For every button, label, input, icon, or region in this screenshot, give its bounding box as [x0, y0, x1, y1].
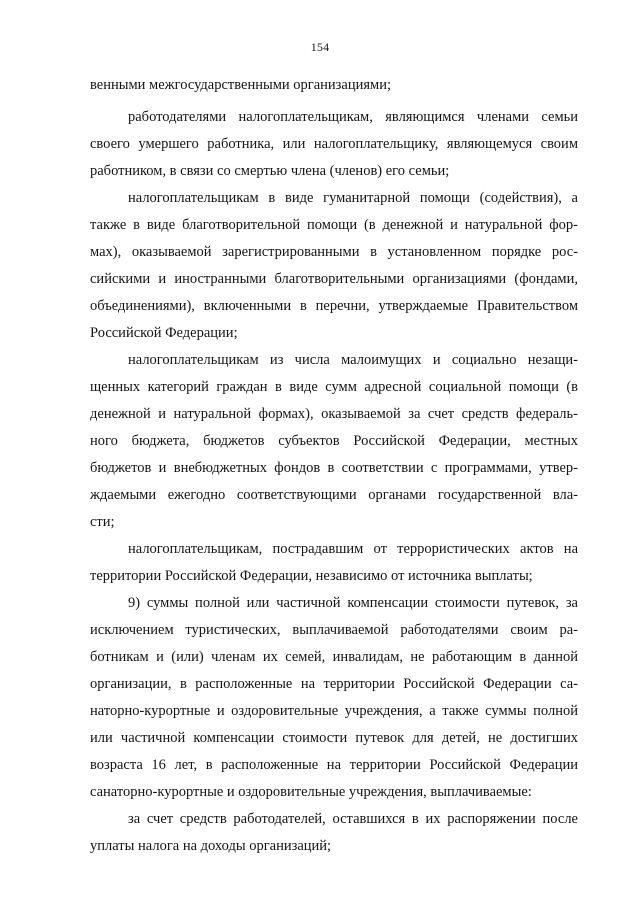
text-line: возраста 16 лет, в расположенные на территории Российской Федерации [90, 757, 578, 773]
text-line: работодателями налогоплательщикам, являющимся членами семьи [128, 109, 578, 125]
text-line: налогоплательщикам, пострадавшим от террористических актов на [128, 541, 578, 557]
text-line: 9) суммы полной или частичной компенсации стоимости путевок, за [128, 595, 578, 611]
text-line: ботникам и (или) членам их семей, инвалидам, не работающим в данной [90, 649, 578, 665]
text-line: налогоплательщикам из числа малоимущих и социально незащи- [128, 352, 578, 368]
text-line: за счет средств работодателей, оставшихся в их распоряжении после [128, 811, 578, 827]
text-line: объединениями), включенными в перечни, утверждаемые Правительством [90, 298, 578, 314]
text-line: исключением туристических, выплачиваемой работодателями своим ра- [90, 622, 578, 638]
text-line: мах), оказываемой зарегистрированными в установленном порядке рос- [90, 244, 578, 260]
text-line: щенных категорий граждан в виде сумм адресной социальной помощи (в [90, 379, 578, 395]
text-line: уплаты налога на доходы организаций; [90, 838, 332, 854]
text-line: санаторно-курортные и оздоровительные учреждения, выплачиваемые: [90, 784, 532, 800]
text-line: ного бюджета, бюджетов субъектов Российской Федерации, местных [90, 433, 578, 449]
text-line: организации, в расположенные на территории Российской Федерации са- [90, 676, 578, 692]
text-line: денежной и натуральной формах), оказываемой за счет средств федераль- [90, 406, 578, 422]
text-line: или частичной компенсации стоимости путевок для детей, не достигших [90, 730, 578, 746]
text-line: бюджетов и внебюджетных фондов в соответствии с программами, утвер- [90, 460, 578, 476]
text-line: налогоплательщикам в виде гуманитарной помощи (содействия), а [128, 190, 578, 206]
document-body [90, 72, 578, 860]
text-line: территории Российской Федерации, независимо от источника выплаты; [90, 568, 533, 584]
text-line: Российской Федерации; [90, 325, 238, 341]
text-line: ждаемыми ежегодно соответствующими органами государственной вла- [90, 487, 578, 503]
text-line: своего умершего работника, или налогоплательщику, являющемуся своим [90, 136, 578, 152]
text-line: венными межгосударственными организациями; [90, 77, 392, 93]
page-number: 154 [310, 40, 330, 54]
text-line: работником, в связи со смертью члена (членов) его семьи; [90, 163, 450, 179]
text-line: сти; [90, 514, 115, 530]
text-line: наторно-курортные и оздоровительные учреждения, а также суммы полной [90, 703, 578, 719]
text-line: также в виде благотворительной помощи (в денежной и натуральной фор- [90, 217, 578, 233]
text-line: сийскими и иностранными благотворительными организациями (фондами, [90, 271, 578, 287]
